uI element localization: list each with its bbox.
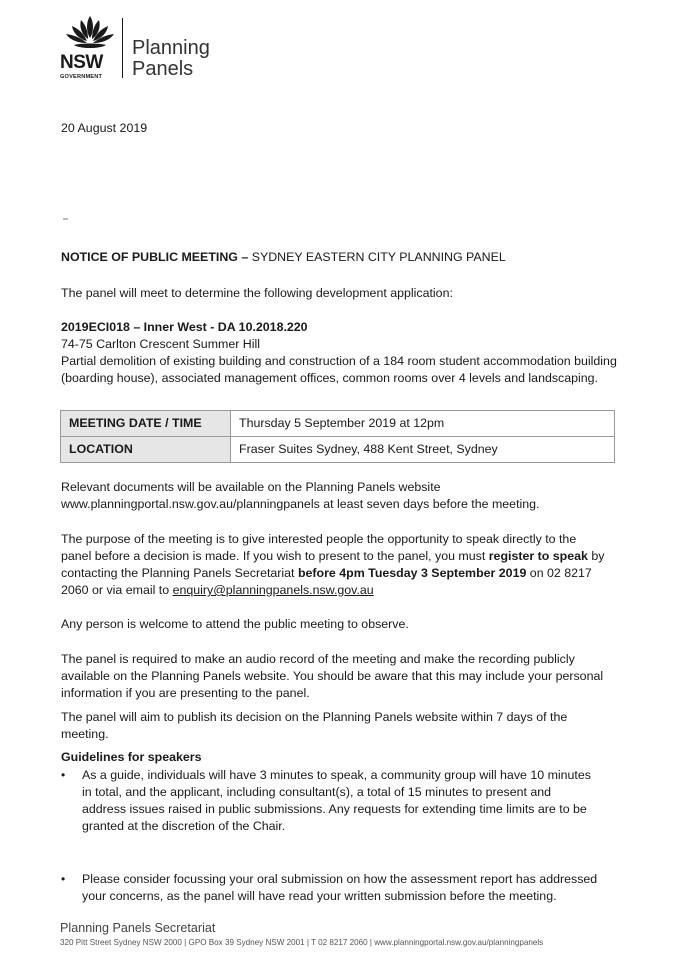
nsw-planning-panels-logo: [60, 12, 230, 82]
notice-intro: The panel will meet to determine the following development application:: [61, 286, 453, 300]
application-address: 74-75 Carlton Crescent Summer Hill: [61, 337, 261, 351]
enquiry-email-link[interactable]: enquiry@planningpanels.nsw.gov.au: [172, 583, 374, 597]
logo-divider: [122, 18, 123, 78]
bullet-dot: •: [61, 872, 66, 886]
notice-heading-rest: SYDNEY EASTERN CITY PLANNING PANEL: [248, 250, 506, 264]
register-to-speak: register to speak: [488, 549, 588, 563]
location-value: Fraser Suites Sydney, 488 Kent Street, Sydney: [231, 437, 615, 463]
guideline-bullet-1: [82, 767, 622, 835]
table-row: [61, 411, 615, 437]
purpose-paragraph: [61, 531, 636, 599]
notice-heading: [61, 249, 621, 266]
logo-planning-word: Planning: [132, 37, 210, 59]
notice-heading-bold: NOTICE OF PUBLIC MEETING –: [61, 250, 249, 264]
purpose-line4a: 2060 or via email to: [61, 583, 173, 597]
application-details: [61, 319, 621, 387]
documents-paragraph: [61, 479, 621, 513]
purpose-line2a: panel before a decision is made. If you wish to present to the panel, you must: [61, 549, 489, 563]
footer-address: 320 Pitt Street Sydney NSW 2000 | GPO Box 39 Sydney NSW 2001 | T 02 8217 2060 | www.planningportal.nsw.gov.au/planningpanels: [60, 938, 544, 947]
waratah-flower-icon: [62, 12, 118, 54]
recording-paragraph: [61, 651, 636, 702]
guidelines-heading-text: Guidelines for speakers: [61, 750, 202, 764]
logo-government-text: GOVERNMENT: [60, 74, 103, 80]
bullet-dot: •: [61, 768, 66, 782]
application-description-line2: (boarding house), associated management offices, common rooms over 4 levels and landscaping.: [61, 371, 598, 385]
logo-planning-panels-text: [132, 38, 210, 80]
purpose-line3b: on 02 8217: [526, 566, 592, 580]
footer-title: Planning Panels Secretariat: [60, 921, 216, 935]
documents-line2: www.planningportal.nsw.gov.au/planningpanels at least seven days before the meeting.: [61, 497, 540, 511]
meeting-date-label: MEETING DATE / TIME: [61, 411, 231, 437]
publish-paragraph: [61, 709, 621, 743]
guideline-bullet-1-line3: address issues raised in public submissions. Any requests for extending time limits are to be: [82, 802, 587, 816]
recording-line3: information if you are presenting to the panel.: [61, 686, 310, 700]
meeting-details-table: [60, 410, 615, 463]
documents-line1: Relevant documents will be available on the Planning Panels website: [61, 480, 441, 494]
recording-line1: The panel is required to make an audio record of the meeting and make the recording publicly: [61, 652, 575, 666]
meeting-date-value: Thursday 5 September 2019 at 12pm: [231, 411, 615, 437]
location-label: LOCATION: [61, 437, 231, 463]
guideline-bullet-2-line2: your concerns, as the panel will have read your written submission before the meeting.: [82, 889, 557, 903]
guideline-bullet-2: [82, 871, 622, 905]
guideline-bullet-2-line1: Please consider focussing your oral submission on how the assessment report has addressed: [82, 872, 598, 886]
logo-panels-word: Panels: [132, 58, 194, 80]
letter-date: 20 August 2019: [61, 121, 148, 135]
guideline-bullet-1-line2: in total, and the applicant, including consultant(s), a total of 15 minutes to present and: [82, 785, 552, 799]
purpose-line1: The purpose of the meeting is to give interested people the opportunity to speak directly to the: [61, 532, 577, 546]
purpose-line2b: by: [587, 549, 605, 563]
logo-nsw-text: NSW: [60, 52, 103, 73]
application-description-line1: Partial demolition of existing building and construction of a 184 room student accommodation building: [61, 354, 617, 368]
purpose-line3a: contacting the Planning Panels Secretariat: [61, 566, 298, 580]
recording-line2: available on the Planning Panels website. You should be aware that this may include your personal: [61, 669, 604, 683]
application-reference: 2019ECI018 – Inner West - DA 10.2018.220: [61, 320, 308, 334]
table-row: [61, 437, 615, 463]
observe-paragraph: Any person is welcome to attend the public meeting to observe.: [61, 617, 409, 631]
publish-line2: meeting.: [61, 727, 109, 741]
guideline-bullet-1-line1: As a guide, individuals will have 3 minutes to speak, a community group will have 10 minutes: [82, 768, 591, 782]
guideline-bullet-1-line4: granted at the discretion of the Chair.: [82, 819, 286, 833]
publish-line1: The panel will aim to publish its decision on the Planning Panels website within 7 days of the: [61, 710, 568, 724]
scan-speck: [63, 218, 68, 220]
guidelines-heading: [61, 749, 621, 766]
registration-deadline: before 4pm Tuesday 3 September 2019: [297, 566, 527, 580]
